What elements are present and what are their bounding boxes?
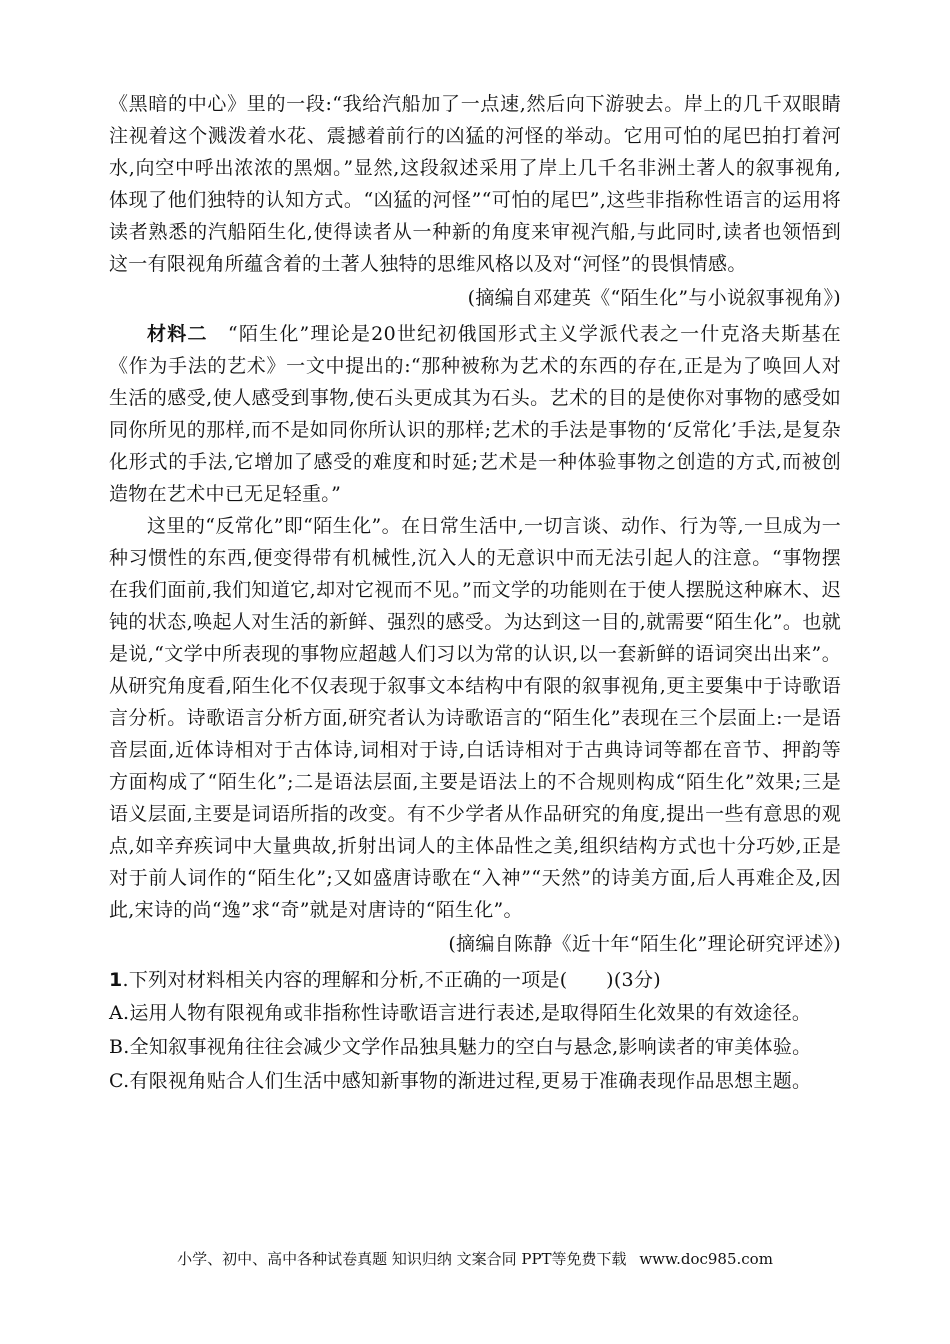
material1-source: (摘编自邓建英《“陌生化”与小说叙事视角》) [467, 287, 841, 309]
material2-label: 材料二 [147, 323, 208, 345]
material2-paragraph1 [109, 318, 841, 510]
page-footer [0, 1248, 950, 1269]
document-body [109, 88, 841, 1098]
question-1-options [109, 996, 841, 1098]
footer-url: www.doc985.com [639, 1250, 773, 1268]
material2-source: (摘编自陈静《近十年“陌生化”理论研究评述》) [448, 933, 841, 955]
footer-text: 小学、初中、高中各种试卷真题 知识归纳 文案合同 PPT等免费下载 [177, 1250, 627, 1268]
question-1-stem [109, 964, 841, 996]
question-stem-text: .下列对材料相关内容的理解和分析,不正确的一项是( )(3分) [122, 969, 661, 991]
question-number: 1 [109, 969, 123, 991]
material1-paragraph: 《黑暗的中心》里的一段:“我给汽船加了一点速,然后向下游驶去。岸上的几千双眼睛注视着这个溅泼着水花、震撼着前行的凶猛的河怪的举动。它用可怕的尾巴拍打着河水,向空中呼出浓浓的黑烟。”显然,这段叙述采用了岸上几千名非洲土著人的叙事视角,体现了他们独特的认知方式。“凶猛的河怪”“可怕的尾巴”,这些非指称性语言的运用将读者熟悉的汽船陌生化,使得读者从一种新的角度来审视汽船,与此同时,读者也领悟到这一有限视角所蕴含着的土著人独特的思维风格以及对“河怪”的畏惧情感。 [109, 93, 841, 275]
option-c: C.有限视角贴合人们生活中感知新事物的渐进过程,更易于准确表现作品思想主题。 [109, 1070, 812, 1092]
option-a: A.运用人物有限视角或非指称性诗歌语言进行表述,是取得陌生化效果的有效途径。 [109, 1002, 812, 1024]
material2-paragraph2: 这里的“反常化”即“陌生化”。在日常生活中,一切言谈、动作、行为等,一旦成为一种习惯性的东西,便变得带有机械性,沉入人的无意识中而无法引起人的注意。“事物摆在我们面前,我们知道它,却对它视而不见。”而文学的功能则在于使人摆脱这种麻木、迟钝的状态,唤起人对生活的新鲜、强烈的感受。为达到这一目的,就需要“陌生化”。也就是说,“文学中所表现的事物应超越人们习以为常的认识,以一套新鲜的语词突出出来”。从研究角度看,陌生化不仅表现于叙事文本结构中有限的叙事视角,更主要集中于诗歌语言分析。诗歌语言分析方面,研究者认为诗歌语言的“陌生化”表现在三个层面上:一是语音层面,近体诗相对于古体诗,词相对于诗,白话诗相对于古典诗词等都在音节、押韵等方面构成了“陌生化”;二是语法层面,主要是语法上的不合规则构成“陌生化”效果;三是语义层面,主要是词语所指的改变。有不少学者从作品研究的角度,提出一些有意思的观点,如辛弃疾词中大量典故,折射出词人的主体品性之美,组织结构方式也十分巧妙,正是对于前人词作的“陌生化”;又如盛唐诗歌在“入神”“天然”的诗美方面,后人再难企及,因此,宋诗的尚“逸”求“奇”就是对唐诗的“陌生化”。 [109, 515, 841, 921]
question-1 [109, 964, 841, 1098]
material2-paragraph1-text: “陌生化”理论是20世纪初俄国形式主义学派代表之一什克洛夫斯基在《作为手法的艺术》一文中提出的:“那种被称为艺术的东西的存在,正是为了唤回人对生活的感受,使人感受到事物,使石头更成其为石头。艺术的目的是使你对事物的感受如同你所见的那样,而不是如同你所认识的那样;艺术的手法是事物的‘反常化’手法,是复杂化形式的手法,它增加了感受的难度和时延;艺术是一种体验事物之创造的方式,而被创造物在艺术中已无足轻重。” [109, 323, 841, 505]
option-b: B.全知叙事视角往往会减少文学作品独具魅力的空白与悬念,影响读者的审美体验。 [109, 1036, 812, 1058]
